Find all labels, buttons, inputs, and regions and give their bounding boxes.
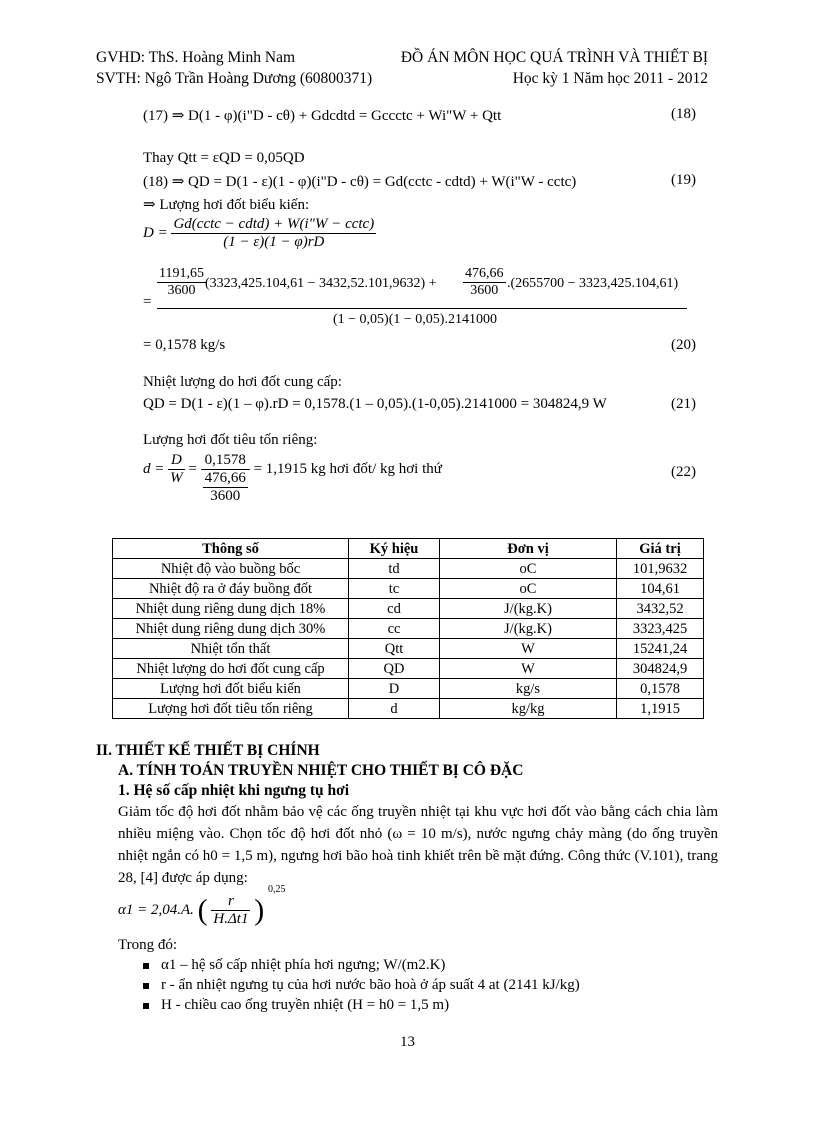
- table-cell: 101,9632: [617, 559, 704, 579]
- table-header-cell: Thông số: [113, 539, 349, 559]
- table-cell: kg/kg: [440, 699, 617, 719]
- eq22-f2-den-den: 3600: [210, 488, 241, 504]
- table-row: [113, 579, 704, 599]
- table-cell: cc: [349, 619, 440, 639]
- table-row: [113, 559, 704, 579]
- alpha-lhs: α1 = 2,04.A.: [118, 902, 194, 919]
- calc-b-denominator: 3600: [470, 283, 499, 298]
- table-row: [113, 699, 704, 719]
- table-cell: Nhiệt dung riêng dung dịch 18%: [113, 599, 349, 619]
- table-cell: cd: [349, 599, 440, 619]
- table-cell: W: [440, 659, 617, 679]
- equation-21-number: (21): [671, 396, 696, 412]
- luong-hoi-label: ⇒ Lượng hơi đốt biểu kiến:: [143, 197, 310, 213]
- formula-D-denominator: (1 − ε)(1 − φ)rD: [223, 234, 325, 250]
- header-course-title: ĐỒ ÁN MÔN HỌC QUÁ TRÌNH VÀ THIẾT BỊ: [400, 49, 708, 66]
- calc-b-rest: .(2655700 − 3323,425.104,61): [507, 276, 679, 291]
- equation-18: [143, 106, 501, 125]
- equation-21-text: QD = D(1 - ε)(1 – φ).rD = 0,1578.(1 – 0,05).(1-0,05).2141000 = 304824,9 W: [143, 396, 607, 412]
- calc-a-rest: (3323,425.104,61 − 3432,52.101,9632) +: [205, 276, 437, 291]
- table-cell: D: [349, 679, 440, 699]
- table-cell: 304824,9: [617, 659, 704, 679]
- table-cell: td: [349, 559, 440, 579]
- table-cell: Lượng hơi đốt tiêu tốn riêng: [113, 699, 349, 719]
- equation-18-number: (18): [671, 106, 696, 122]
- equation-18-text: (17) ⇒ D(1 - φ)(i"D - cθ) + Gdcdtd = Gccctc + Wi"W + Qtt: [143, 108, 502, 124]
- table-cell: W: [440, 639, 617, 659]
- table-row: [113, 639, 704, 659]
- table-header-row: [113, 539, 704, 559]
- equation-19-number: (19): [671, 172, 696, 188]
- formula-D: [143, 216, 376, 251]
- eq22-rest: = 1,1915 kg hơi đốt/ kg hơi thứ: [253, 461, 442, 477]
- nhiet-luong-label: Nhiệt lượng do hơi đốt cung cấp:: [143, 374, 342, 390]
- table-cell: Nhiệt độ ra ở đáy buồng đốt: [113, 579, 349, 599]
- equation-19: [143, 172, 576, 191]
- table-row: [113, 599, 704, 619]
- table-cell: d: [349, 699, 440, 719]
- eq22-f1-num: D: [168, 452, 185, 470]
- table-header-cell: Giá trị: [617, 539, 704, 559]
- alpha-den: H.Δt1: [213, 911, 249, 928]
- formula-D-lhs: D =: [143, 225, 168, 241]
- table-cell: Qtt: [349, 639, 440, 659]
- trong-do-label: Trong đó:: [118, 937, 178, 953]
- table-row: [113, 659, 704, 679]
- equation-20-text: = 0,1578 kg/s: [143, 337, 226, 353]
- thay-line: Thay Qtt = εQD = 0,05QD: [143, 150, 305, 166]
- bullet-text: H - chiều cao ống truyền nhiệt (H = h0 = 1,5 m): [161, 997, 450, 1013]
- equation-22-number: (22): [671, 464, 696, 480]
- eq22-lhs: d =: [143, 461, 165, 477]
- section-heading-ii: II. THIẾT KẾ THIẾT BỊ CHÍNH: [96, 742, 320, 759]
- table-row: [113, 619, 704, 639]
- table-cell: 3323,425: [617, 619, 704, 639]
- table-cell: Nhiệt độ vào buồng bốc: [113, 559, 349, 579]
- section-heading-a: A. TÍNH TOÁN TRUYỀN NHIỆT CHO THIẾT BỊ CÔ ĐẶC: [118, 762, 524, 779]
- table-header-cell: Ký hiệu: [349, 539, 440, 559]
- table-cell: kg/s: [440, 679, 617, 699]
- table-cell: 0,1578: [617, 679, 704, 699]
- bullet-text: r - ẩn nhiệt ngưng tụ của hơi nước bão hoà ở áp suất 4 at (2141 kJ/kg): [161, 977, 580, 993]
- eq22-f2-num: 0,1578: [201, 452, 250, 470]
- alpha-formula: α1 = 2,04.A. ( $\frac{r}{H.\Delta t1}$ ) $^{0,25}$: [118, 884, 286, 928]
- table-cell: Nhiệt dung riêng dung dịch 30%: [113, 619, 349, 639]
- table-cell: QD: [349, 659, 440, 679]
- table-cell: 1,1915: [617, 699, 704, 719]
- calc-a-numerator: 1191,65: [159, 266, 204, 281]
- table-cell: 3432,52: [617, 599, 704, 619]
- table-cell: oC: [440, 579, 617, 599]
- table-row: [113, 679, 704, 699]
- bullet-text: α1 – hệ số cấp nhiệt phía hơi ngưng; W/(m2.K): [161, 957, 446, 973]
- table-cell: J/(kg.K): [440, 619, 617, 639]
- page-number: 13: [400, 1034, 415, 1050]
- table-cell: Nhiệt tổn thất: [113, 639, 349, 659]
- equation-19-text: (18) ⇒ QD = D(1 - ε)(1 - φ)(i"D - cθ) = Gd(cctc - cdtd) + W(i"W - cctc): [143, 174, 577, 190]
- equation-20-number: (20): [671, 337, 696, 353]
- eq22-f1-den: W: [170, 470, 183, 486]
- alpha-num: r: [211, 893, 250, 911]
- table-cell: Lượng hơi đốt biểu kiến: [113, 679, 349, 699]
- calc-b-numerator: 476,66: [465, 266, 504, 281]
- header-student: SVTH: Ngô Trần Hoàng Dương (60800371): [96, 70, 373, 87]
- table-cell: oC: [440, 559, 617, 579]
- calc-denominator: (1 − 0,05)(1 − 0,05).2141000: [333, 312, 497, 327]
- calc-a-denominator: 3600: [167, 283, 196, 298]
- equation-22: d = $\frac{D}{W}$ = $\frac{0,1578}{\frac{476,66}{3600}}$ = 1,1915 kg hơi đốt/ kg hơi thứ: [143, 452, 442, 504]
- eq22-f2-den-num: 476,66: [204, 470, 246, 486]
- body-paragraph: Giảm tốc độ hơi đốt nhằm bảo vệ các ống truyền nhiệt tại khu vực hơi đốt vào bằng cách chia làm nhiều miệng vào. Chọn tốc độ hơi đốt nhỏ (ω = 10 m/s), nước ngưng chảy màng (do ống truyền nhiệt ngắn có h0 = 1,5 m), ngưng hơi bão hoà tinh khiết trên bề mặt đứng. Công thức (V.101), trang 28, [4] được áp dụng:: [118, 804, 718, 886]
- table-header-cell: Đơn vị: [440, 539, 617, 559]
- table-cell: 104,61: [617, 579, 704, 599]
- alpha-exponent: 0,25: [267, 884, 286, 895]
- list-item: [143, 957, 445, 974]
- table-cell: J/(kg.K): [440, 599, 617, 619]
- formula-D-numerator: Gd(cctc − cdtd) + W(i"W − cctc): [173, 216, 375, 232]
- table-cell: Nhiệt lượng do hơi đốt cung cấp: [113, 659, 349, 679]
- formula-calc: = $\frac{1191,65}{3600}$ (3323,425.104,61 − 3432,52.101,9632) + $\frac{476,66}{3600}$ .(2655700 − 3323,425.104,61) (1 − 0,05)(1 − 0,05).2141000: [143, 266, 688, 344]
- header-semester: Học kỳ 1 Năm học 2011 - 2012: [512, 70, 708, 87]
- section-heading-1: 1. Hệ số cấp nhiệt khi ngưng tụ hơi: [118, 782, 350, 799]
- header-instructor: GVHD: ThS. Hoàng Minh Nam: [96, 49, 296, 66]
- table-cell: tc: [349, 579, 440, 599]
- parameters-table: [112, 538, 704, 719]
- list-item: [143, 997, 449, 1014]
- table-cell: 15241,24: [617, 639, 704, 659]
- tieu-ton-label: Lượng hơi đốt tiêu tốn riêng:: [143, 432, 318, 448]
- list-item: [143, 977, 580, 994]
